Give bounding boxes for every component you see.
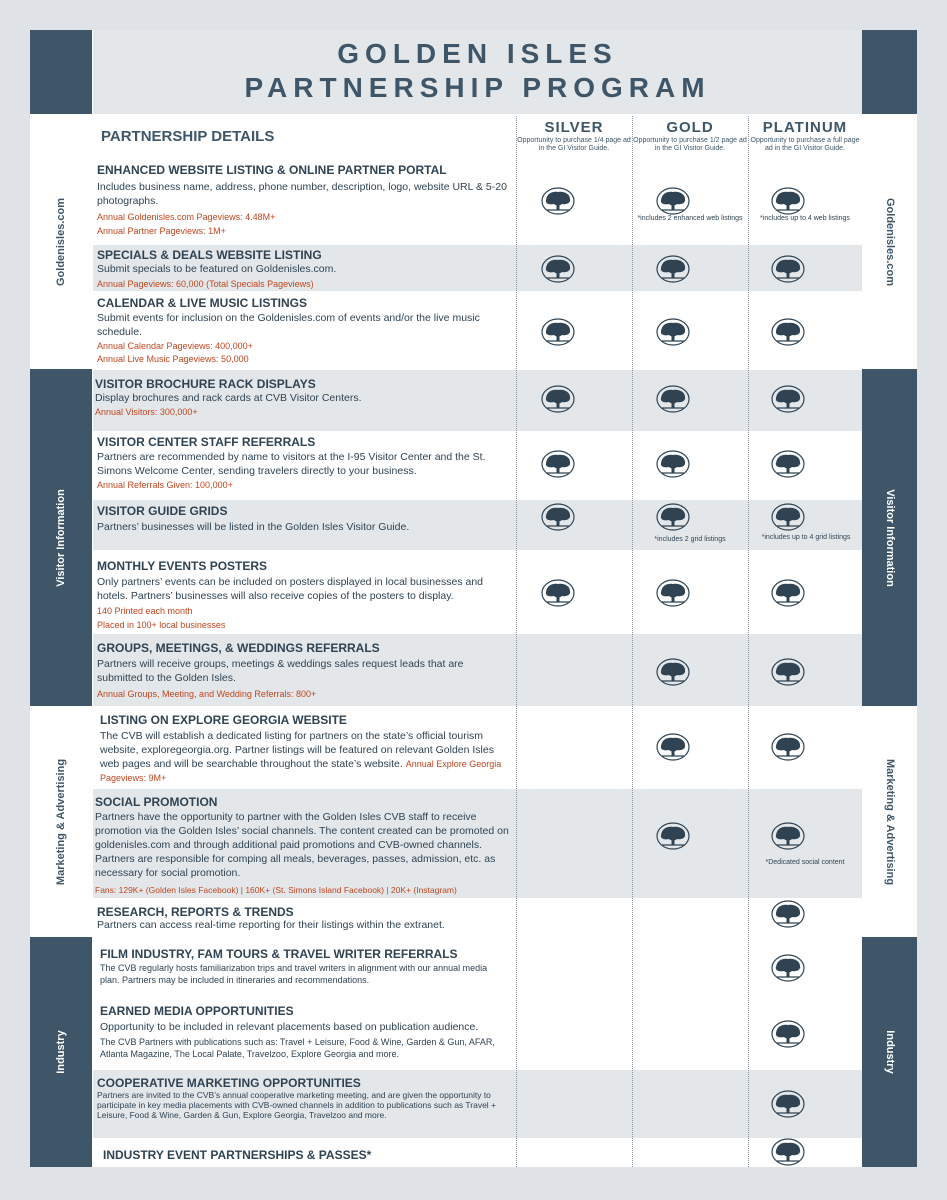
oak-tree-icon	[656, 255, 690, 283]
section-marketing-left	[30, 707, 92, 937]
section-label-industry: Industry	[55, 1030, 67, 1074]
row-title: LISTING ON EXPLORE GEORGIA WEBSITE	[100, 713, 347, 727]
section-label-visitor: Visitor Information	[55, 488, 67, 587]
partnership-details-heading: PARTNERSHIP DETAILS	[101, 128, 275, 145]
oak-tree-icon	[656, 658, 690, 686]
header-right-bar	[862, 30, 917, 114]
row-stat: Annual Referrals Given: 100,000+	[97, 480, 233, 490]
oak-tree-icon	[656, 822, 690, 850]
row-stat: Annual Calendar Pageviews: 400,000+	[97, 341, 253, 351]
tier-silver-header	[517, 119, 631, 153]
row-title: ENHANCED WEBSITE LISTING & ONLINE PARTNER PORTAL	[97, 163, 447, 177]
tier-platinum-header	[748, 119, 862, 153]
row-stat: 140 Printed each month	[97, 606, 193, 616]
oak-tree-icon	[771, 954, 805, 982]
section-marketing-right	[862, 707, 917, 937]
row-title: INDUSTRY EVENT PARTNERSHIPS & PASSES*	[103, 1148, 372, 1162]
oak-tree-icon	[771, 733, 805, 761]
row-title: VISITOR BROCHURE RACK DISPLAYS	[95, 377, 316, 391]
tier-name: PLATINUM	[762, 119, 848, 136]
page-title	[93, 30, 862, 114]
oak-tree-icon	[771, 503, 805, 531]
row-stat: Placed in 100+ local businesses	[97, 620, 226, 630]
title-line-2: PARTNERSHIP PROGRAM	[244, 72, 711, 103]
row-stat: Annual Groups, Meeting, and Wedding Referrals: 800+	[97, 689, 317, 699]
row-desc	[100, 729, 510, 785]
row-desc: Partners are recommended by name to visitors at the I-95 Visitor Center and the St. Simons Welcome Center, sending travelers directly to your business.	[97, 451, 486, 477]
row-stat: Annual Visitors: 300,000+	[95, 407, 198, 417]
oak-tree-icon	[541, 255, 575, 283]
oak-tree-icon	[771, 385, 805, 413]
tier-name: SILVER	[544, 119, 604, 136]
oak-tree-icon	[771, 318, 805, 346]
title-line-1: GOLDEN ISLES	[337, 38, 618, 69]
row-desc: Partners’ businesses will be listed in the Golden Isles Visitor Guide.	[97, 521, 410, 533]
oak-tree-icon	[656, 318, 690, 346]
oak-tree-icon	[771, 1020, 805, 1048]
oak-tree-icon	[656, 733, 690, 761]
tier-name: GOLD	[666, 119, 714, 136]
row-desc: Opportunity to be included in relevant placements based on publication audience.	[100, 1021, 479, 1033]
oak-tree-icon	[771, 450, 805, 478]
oak-tree-icon	[541, 318, 575, 346]
row-title: VISITOR GUIDE GRIDS	[97, 504, 228, 518]
tier-note: *includes 2 grid listings	[654, 536, 726, 543]
section-label-visitor-right: Visitor Information	[883, 488, 896, 587]
row-desc: Display brochures and rack cards at CVB Visitor Centers.	[95, 392, 362, 404]
row-desc: Partners can access real-time reporting for their listings within the extranet.	[97, 919, 445, 931]
row-title: RESEARCH, REPORTS & TRENDS	[97, 905, 294, 919]
oak-tree-icon	[771, 658, 805, 686]
row-title: MONTHLY EVENTS POSTERS	[97, 559, 268, 573]
section-label-marketing: Marketing & Advertising	[55, 758, 67, 886]
section-label-goldenisles-right: Goldenisles.com	[883, 197, 896, 287]
oak-tree-icon	[656, 187, 690, 215]
section-label-goldenisles: Goldenisles.com	[55, 197, 67, 287]
row-stat: Annual Live Music Pageviews: 50,000	[97, 354, 249, 364]
oak-tree-icon	[656, 385, 690, 413]
tier-note: *Dedicated social content	[765, 859, 845, 866]
row-stat: Annual Partner Pageviews: 1M+	[97, 226, 226, 236]
row-desc: Partners will receive groups, meetings & weddings sales request leads that are submitted to the Golden Isles.	[97, 658, 464, 684]
row-desc: Only partners’ events can be included on posters displayed in local businesses and hotels. Partners’ businesses will also receive copies of the posters to display.	[97, 576, 484, 602]
tier-note: *includes up to 4 web listings	[760, 215, 850, 222]
row-desc: The CVB regularly hosts familiarization trips and travel writers in alignment with our annual media plan. Partners may be included in itineraries and recommendations.	[100, 963, 488, 985]
row-stat: Annual Goldenisles.com Pageviews: 4.48M+	[97, 212, 276, 222]
row-title: GROUPS, MEETINGS, & WEDDINGS REFERRALS	[97, 641, 380, 655]
row-title: COOPERATIVE MARKETING OPPORTUNITIES	[97, 1076, 361, 1090]
oak-tree-icon	[656, 503, 690, 531]
tier-note: *includes 2 enhanced web listings	[637, 215, 743, 222]
row-stat: Annual Explore Georgia Pageviews: 9M+	[100, 759, 502, 783]
section-band-industry-right	[862, 937, 917, 1167]
row-title: VISITOR CENTER STAFF REFERRALS	[97, 435, 316, 449]
section-band-visitor-right	[862, 369, 917, 706]
row-stat: Fans: 129K+ (Golden Isles Facebook) | 160K+ (St. Simons Island Facebook) | 20K+ (Instagram)	[95, 885, 457, 895]
tier-desc: Opportunity to purchase a full page ad in the GI Visitor Guide.	[750, 137, 860, 152]
column-divider	[632, 116, 633, 1167]
oak-tree-icon	[541, 503, 575, 531]
oak-tree-icon	[541, 450, 575, 478]
row-desc: Partners have the opportunity to partner with the Golden Isles CVB staff to receive promotion via the Golden Isles’ social channels. The content created can be promoted on goldenisles.com and through additional paid promotions and CVB-owned channels. Partners are responsible for comping all meals, beverages, passes, admission, etc. as necessary for social promotion.	[95, 811, 509, 879]
row-title: SOCIAL PROMOTION	[95, 795, 218, 809]
row-desc-text: The CVB will establish a dedicated listing for partners on the state’s official tourism website, exploregeorgia.org. Partner listings will be featured on relevant Golden Isles web pages and will be searchable throughout the state’s website.	[100, 730, 494, 770]
row-desc: Includes business name, address, phone number, description, logo, website URL & 5-20 photographs.	[97, 181, 507, 207]
row-desc: Submit events for inclusion on the Goldenisles.com of events and/or the live music schedule.	[97, 312, 480, 338]
oak-tree-icon	[541, 187, 575, 215]
column-divider	[516, 116, 517, 1167]
oak-tree-icon	[771, 900, 805, 928]
row-title: SPECIALS & DEALS WEBSITE LISTING	[97, 248, 322, 262]
row-desc: Submit specials to be featured on Goldenisles.com.	[97, 263, 337, 275]
oak-tree-icon	[771, 579, 805, 607]
oak-tree-icon	[771, 1138, 805, 1166]
row-title: CALENDAR & LIVE MUSIC LISTINGS	[97, 296, 308, 310]
section-band-industry	[30, 937, 92, 1167]
section-goldenisles-right	[862, 116, 917, 368]
row-title: FILM INDUSTRY, FAM TOURS & TRAVEL WRITER REFERRALS	[100, 947, 458, 961]
oak-tree-icon	[541, 579, 575, 607]
row-desc: Partners are invited to the CVB’s annual cooperative marketing meeting, and are given the opportunity to participate in key media placements with CVB-owned channels in addition to publications such as Travel + Leisure, Food & Wine, Garden & Gun, Explore Georgia, Travelzoo and more.	[97, 1090, 497, 1120]
oak-tree-icon	[656, 450, 690, 478]
tier-desc: Opportunity to purchase 1/4 page ad in the GI Visitor Guide.	[517, 137, 631, 152]
row-desc-secondary: The CVB Partners with publications such as: Travel + Leisure, Food & Wine, Garden & Gun, AFAR, Atlanta Magazine, The Local Palate, Travelzoo, Explore Georgia and more.	[100, 1037, 495, 1059]
header-left-bar	[30, 30, 92, 114]
oak-tree-icon	[771, 1090, 805, 1118]
oak-tree-icon	[771, 822, 805, 850]
section-goldenisles-left	[30, 116, 92, 368]
row-stat: Annual Pageviews: 60,000 (Total Specials Pageviews)	[97, 279, 314, 289]
tier-desc: Opportunity to purchase 1/2 page ad in the GI Visitor Guide.	[633, 137, 747, 152]
row-title: EARNED MEDIA OPPORTUNITIES	[100, 1004, 294, 1018]
tier-gold-header	[633, 119, 747, 153]
oak-tree-icon	[656, 579, 690, 607]
section-band-visitor	[30, 369, 92, 706]
oak-tree-icon	[771, 187, 805, 215]
column-divider	[748, 116, 749, 1167]
section-label-industry-right: Industry	[883, 1030, 896, 1074]
section-label-marketing-right: Marketing & Advertising	[883, 758, 896, 886]
oak-tree-icon	[541, 385, 575, 413]
oak-tree-icon	[771, 255, 805, 283]
tier-note: *includes up to 4 grid listings	[761, 534, 851, 541]
